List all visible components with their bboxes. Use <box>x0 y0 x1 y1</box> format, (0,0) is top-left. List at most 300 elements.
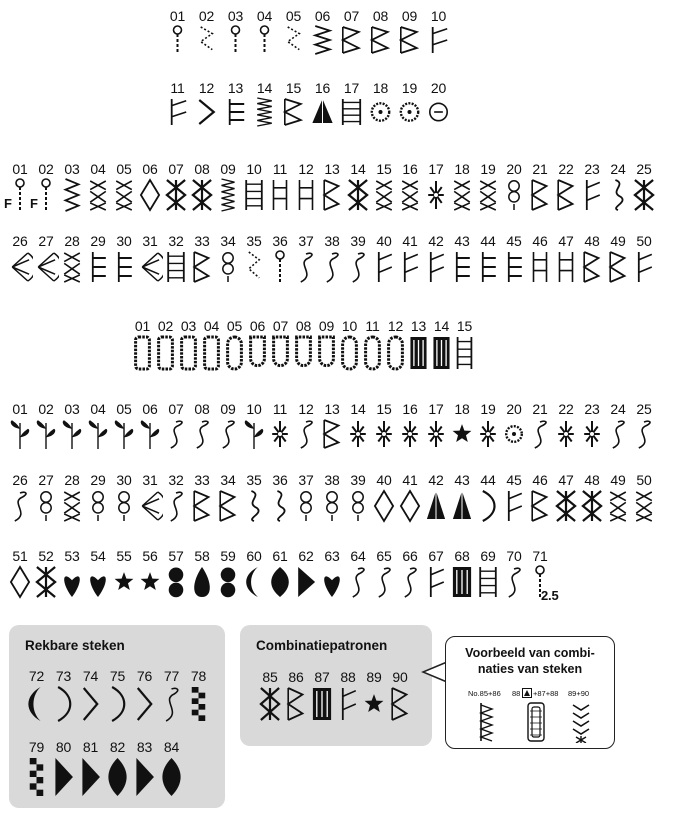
stitch-number: 37 <box>298 472 314 488</box>
stitch-number: 01 <box>169 8 186 24</box>
stitch-pattern-icon <box>366 96 395 128</box>
stitch-pattern-icon <box>111 564 137 600</box>
stitch-pattern-icon <box>279 96 308 128</box>
stitch-pattern-icon <box>163 417 189 451</box>
stitch-pattern-icon <box>424 96 453 128</box>
stitch-number: 32 <box>168 233 184 249</box>
stitch-cell <box>33 233 59 285</box>
stitch-pattern-icon <box>395 24 424 56</box>
stitch-number: 22 <box>558 401 574 417</box>
callout-title-line-2: naties van steken <box>477 662 583 676</box>
stitch-number: 76 <box>136 668 153 684</box>
stitch-cell <box>163 8 192 56</box>
stitch-cell <box>424 8 453 56</box>
buttonhole-mini-icon <box>522 688 532 698</box>
stitch-number: 02 <box>198 8 215 24</box>
stitch-pattern-icon <box>137 177 163 213</box>
stitch-pattern-icon <box>371 249 397 285</box>
stitch-cell <box>579 233 605 285</box>
stitch-pattern-icon <box>131 334 154 372</box>
stitch-cell <box>163 401 189 451</box>
stitch-cell <box>371 233 397 285</box>
stitch-pattern-icon <box>104 684 131 724</box>
stitch-number: 35 <box>246 472 262 488</box>
stitch-pattern-icon <box>423 249 449 285</box>
stitch-pattern-icon <box>163 96 192 128</box>
stitch-pattern-icon <box>293 488 319 524</box>
stitch-cell <box>423 548 449 600</box>
stitch-pattern-icon <box>475 177 501 213</box>
stitch-pattern-icon <box>430 334 453 372</box>
stitch-cell <box>631 401 657 451</box>
stitch-pattern-icon <box>111 177 137 213</box>
stitch-number: 50 <box>636 233 652 249</box>
stitch-number: 81 <box>82 739 99 755</box>
stitch-cell <box>158 739 185 799</box>
stitch-cell <box>605 233 631 285</box>
stitch-cell <box>605 472 631 524</box>
stitch-cell <box>241 548 267 600</box>
stitch-number: 27 <box>38 472 54 488</box>
stitch-number: 25 <box>636 161 652 177</box>
stitch-cell <box>579 161 605 213</box>
stitch-row-utility-1 <box>163 8 453 56</box>
stitch-cell <box>283 669 309 723</box>
stitch-number: 29 <box>90 472 106 488</box>
stitch-cell <box>85 548 111 600</box>
stitch-pattern-icon <box>319 417 345 451</box>
stitch-pattern-icon <box>7 417 33 451</box>
stitch-cell <box>163 80 192 128</box>
stitch-pattern-icon <box>631 488 657 524</box>
stitch-number: 27 <box>38 233 54 249</box>
stitch-pattern-icon <box>85 564 111 600</box>
stitch-pattern-icon <box>158 755 185 799</box>
stitch-cell <box>527 401 553 451</box>
stitch-number: 86 <box>288 669 304 685</box>
stitch-pattern-icon <box>449 249 475 285</box>
stitch-cell <box>7 472 33 524</box>
stitch-cell <box>501 548 527 600</box>
stitch-number: 44 <box>480 472 496 488</box>
stitch-number: 24 <box>610 161 626 177</box>
stitch-pattern-icon <box>475 488 501 524</box>
stitch-pattern-icon <box>579 417 605 451</box>
stitch-pattern-icon <box>7 249 33 285</box>
stitch-pattern-icon <box>309 685 335 723</box>
stitch-cell <box>449 233 475 285</box>
stitch-cell <box>50 739 77 799</box>
stitch-cell <box>189 161 215 213</box>
stitch-pattern-icon <box>241 177 267 213</box>
stitch-number: 09 <box>220 401 236 417</box>
stitch-pattern-icon <box>163 564 189 600</box>
stitch-pattern-icon <box>527 249 553 285</box>
stitch-number: 02 <box>38 401 54 417</box>
stitch-pattern-icon <box>631 417 657 451</box>
stitch-pattern-icon <box>423 488 449 524</box>
stitch-pattern-icon <box>553 417 579 451</box>
stitch-number: 07 <box>343 8 360 24</box>
stitch-pattern-icon <box>7 564 33 600</box>
stitch-cell <box>77 668 104 724</box>
stitch-cell <box>215 472 241 524</box>
stitch-cell <box>189 548 215 600</box>
stitch-cell <box>345 548 371 600</box>
stitch-number: 43 <box>454 472 470 488</box>
stitch-pattern-icon <box>371 177 397 213</box>
stitch-pattern-icon <box>104 755 131 799</box>
stitch-cell <box>104 739 131 799</box>
stitch-cell <box>200 318 223 372</box>
stitch-pattern-icon <box>337 96 366 128</box>
stitch-number: 28 <box>64 233 80 249</box>
stitch-number: 28 <box>64 472 80 488</box>
stitch-cell <box>33 472 59 524</box>
stitch-pattern-icon <box>366 24 395 56</box>
stitch-cell <box>267 401 293 451</box>
stitch-number: 01 <box>134 318 151 334</box>
stitch-pattern-icon <box>501 417 527 451</box>
stitch-number: 34 <box>220 233 236 249</box>
stitch-pattern-icon <box>59 488 85 524</box>
stitch-cell <box>23 739 50 799</box>
stitch-number: 12 <box>298 161 314 177</box>
stitch-cell <box>293 472 319 524</box>
stitch-cell <box>7 401 33 451</box>
stitch-pattern-icon <box>189 249 215 285</box>
stitch-cell <box>267 161 293 213</box>
stitch-pattern-icon <box>579 249 605 285</box>
stitch-number: 37 <box>298 233 314 249</box>
stitch-cell <box>387 669 413 723</box>
stitch-cell <box>423 161 449 213</box>
stitch-number: 03 <box>64 161 80 177</box>
stitch-pattern-icon <box>192 96 221 128</box>
stitch-pattern-icon <box>189 417 215 451</box>
stitch-cell <box>246 318 269 372</box>
stitch-number: 09 <box>401 8 418 24</box>
stitch-pattern-icon <box>192 24 221 56</box>
stitch-pattern-icon <box>605 249 631 285</box>
stitch-pattern-icon <box>59 564 85 600</box>
stitch-number: 83 <box>136 739 153 755</box>
stitch-pattern-icon <box>267 417 293 451</box>
stitch-number: 03 <box>180 318 197 334</box>
stitch-pattern-icon <box>319 249 345 285</box>
stitch-cell <box>137 161 163 213</box>
stitch-pattern-icon <box>371 417 397 451</box>
stitch-number: 49 <box>610 472 626 488</box>
stitch-cell <box>292 318 315 372</box>
stitch-number: 15 <box>456 318 473 334</box>
stitch-cell <box>395 8 424 56</box>
stitch-cell <box>605 401 631 451</box>
stitch-number: 03 <box>64 401 80 417</box>
stitch-number: 31 <box>142 233 158 249</box>
stitch-row-ornamental-1 <box>7 401 657 451</box>
stitch-pattern-icon <box>293 564 319 600</box>
stitch-pattern-icon <box>449 417 475 451</box>
stitch-number: 79 <box>28 739 45 755</box>
stitch-number: 01 <box>12 401 28 417</box>
stitch-number: 84 <box>163 739 180 755</box>
stitch-pattern-icon <box>387 685 413 723</box>
stitch-number: 39 <box>350 472 366 488</box>
stitch-cell <box>345 472 371 524</box>
stitch-cell <box>33 548 59 600</box>
stitch-cell <box>315 318 338 372</box>
stitch-number: 06 <box>142 401 158 417</box>
stitch-pattern-icon <box>137 249 163 285</box>
stitch-cell <box>319 401 345 451</box>
stitch-cell <box>267 472 293 524</box>
stitch-cell <box>163 472 189 524</box>
stretch-stitch-panel <box>9 625 225 808</box>
stitch-number: 80 <box>55 739 72 755</box>
stitch-pattern-icon <box>189 564 215 600</box>
stitch-pattern-icon <box>223 334 246 372</box>
stitch-pattern-icon <box>397 177 423 213</box>
stitch-pattern-icon <box>631 249 657 285</box>
stitch-cell <box>250 80 279 128</box>
stitch-number: 85 <box>262 669 278 685</box>
stitch-cell <box>111 161 137 213</box>
stitch-number: 72 <box>28 668 45 684</box>
stitch-cell <box>185 668 212 724</box>
stitch-number: 10 <box>246 161 262 177</box>
stitch-cell <box>293 161 319 213</box>
stitch-number: 75 <box>109 668 126 684</box>
stitch-cell <box>293 233 319 285</box>
stitch-number: 40 <box>376 472 392 488</box>
stitch-pattern-icon <box>579 177 605 213</box>
stitch-pattern-icon <box>361 685 387 723</box>
stitch-number: 50 <box>636 472 652 488</box>
stitch-pattern-icon <box>319 564 345 600</box>
stitch-cell <box>189 233 215 285</box>
stitch-pattern-icon <box>395 96 424 128</box>
stitch-pattern-icon <box>337 24 366 56</box>
stitch-cell <box>423 472 449 524</box>
stitch-pattern-icon <box>449 564 475 600</box>
stitch-pattern-icon <box>33 249 59 285</box>
stitch-number: 18 <box>454 401 470 417</box>
stitch-number: 88 <box>340 669 356 685</box>
stitch-cell <box>308 8 337 56</box>
stitch-pattern-icon <box>397 488 423 524</box>
stitch-number: 32 <box>168 472 184 488</box>
stitch-number: 05 <box>226 318 243 334</box>
stitch-number: 12 <box>198 80 215 96</box>
stitch-pattern-icon <box>553 249 579 285</box>
stitch-pattern-icon <box>384 334 407 372</box>
stitch-number: 78 <box>190 668 207 684</box>
stitch-cell <box>111 401 137 451</box>
stitch-number: 23 <box>584 401 600 417</box>
stitch-number: 36 <box>272 472 288 488</box>
stitch-number: 42 <box>428 233 444 249</box>
stitch-cell <box>430 318 453 372</box>
stitch-pattern-icon <box>501 249 527 285</box>
stitch-number: 67 <box>428 548 444 564</box>
stitch-pattern-icon <box>23 755 50 799</box>
stitch-side-label-f2: F <box>30 196 38 211</box>
stitch-pattern-icon <box>308 24 337 56</box>
stitch-cell <box>397 161 423 213</box>
stitch-pattern-icon <box>189 488 215 524</box>
stitch-cell <box>221 8 250 56</box>
stitch-number: 36 <box>272 233 288 249</box>
stitch-pattern-icon <box>475 564 501 600</box>
stitch-row-utility-2 <box>163 80 453 128</box>
stitch-pattern-icon <box>131 755 158 799</box>
stitch-pattern-icon <box>605 177 631 213</box>
stitch-cell <box>85 233 111 285</box>
stitch-cell <box>7 233 33 285</box>
example-label-a: No.85+86 <box>468 689 501 698</box>
stitch-cell <box>501 233 527 285</box>
stitch-pattern-icon <box>423 177 449 213</box>
stitch-pattern-icon <box>154 334 177 372</box>
stitch-pattern-icon <box>185 684 212 724</box>
stitch-pattern-icon <box>77 755 104 799</box>
stitch-cell <box>59 472 85 524</box>
combination-example-callout <box>445 636 615 749</box>
stitch-number: 31 <box>142 472 158 488</box>
stitch-pattern-icon <box>163 24 192 56</box>
stitch-pattern-icon <box>527 488 553 524</box>
stitch-cell <box>475 472 501 524</box>
stitch-cell <box>241 161 267 213</box>
stitch-number: 73 <box>55 668 72 684</box>
stitch-cell <box>279 80 308 128</box>
stitch-number: 66 <box>402 548 418 564</box>
stitch-number: 49 <box>610 233 626 249</box>
stitch-cell <box>397 548 423 600</box>
stitch-cell <box>137 548 163 600</box>
stitch-cell <box>137 233 163 285</box>
stitch-pattern-icon <box>553 177 579 213</box>
stitch-cell <box>449 472 475 524</box>
stitch-number: 60 <box>246 548 262 564</box>
stitch-number: 47 <box>558 472 574 488</box>
stitch-number: 08 <box>194 401 210 417</box>
stitch-number: 65 <box>376 548 392 564</box>
stitch-number: 74 <box>82 668 99 684</box>
stitch-number: 44 <box>480 233 496 249</box>
stitch-cell <box>631 161 657 213</box>
example-label-b-prefix: 88 <box>512 689 521 698</box>
stitch-number: 61 <box>272 548 288 564</box>
stitch-number: 02 <box>38 161 54 177</box>
example-label-b-suffix: +87+88 <box>533 689 559 698</box>
stitch-pattern-icon <box>553 488 579 524</box>
stitch-pattern-icon <box>501 177 527 213</box>
stitch-pattern-icon <box>85 177 111 213</box>
stitch-number: 45 <box>506 233 522 249</box>
stitch-row-buttonholes <box>131 318 476 372</box>
stitch-number: 35 <box>246 233 262 249</box>
stitch-number: 46 <box>532 472 548 488</box>
stitch-number: 15 <box>285 80 302 96</box>
stitch-number: 06 <box>314 8 331 24</box>
stitch-number: 13 <box>324 161 340 177</box>
stitch-pattern-icon <box>449 488 475 524</box>
stitch-cell <box>85 161 111 213</box>
stitch-number: 59 <box>220 548 236 564</box>
stitch-cell <box>338 318 361 372</box>
stitch-number: 20 <box>506 401 522 417</box>
stitch-cell <box>337 8 366 56</box>
stitch-pattern-icon <box>293 249 319 285</box>
stitch-number: 26 <box>12 472 28 488</box>
stitch-number: 89 <box>366 669 382 685</box>
stitch-cell <box>137 401 163 451</box>
stitch-cell <box>361 318 384 372</box>
stitch-number: 47 <box>558 233 574 249</box>
combination-panel <box>240 625 432 746</box>
stitch-number: 08 <box>194 161 210 177</box>
stitch-cell <box>279 8 308 56</box>
stitch-pattern-icon <box>85 417 111 451</box>
stitch-pattern-icon <box>579 488 605 524</box>
stitch-cell <box>631 472 657 524</box>
stitch-pattern-icon <box>250 24 279 56</box>
stitch-number: 04 <box>256 8 273 24</box>
stitch-number: 04 <box>203 318 220 334</box>
stitch-number: 19 <box>401 80 418 96</box>
stitch-cell <box>501 161 527 213</box>
stitch-number: 14 <box>350 401 366 417</box>
stitch-cell <box>111 233 137 285</box>
example-stitch-b <box>526 701 546 743</box>
stitch-pattern-icon <box>397 249 423 285</box>
callout-title <box>446 645 614 677</box>
stitch-cell <box>423 401 449 451</box>
stitch-cell <box>293 401 319 451</box>
stitch-pattern-icon <box>85 249 111 285</box>
stitch-cell <box>319 548 345 600</box>
stitch-number: 26 <box>12 233 28 249</box>
stitch-cell <box>158 668 185 724</box>
stitch-cell <box>267 233 293 285</box>
stitch-number: 20 <box>506 161 522 177</box>
stitch-number: 55 <box>116 548 132 564</box>
stitch-pattern-icon <box>50 755 77 799</box>
stitch-cell <box>163 233 189 285</box>
stitch-pattern-icon <box>345 564 371 600</box>
stitch-number: 14 <box>350 161 366 177</box>
stitch-number: 68 <box>454 548 470 564</box>
stitch-cell <box>215 233 241 285</box>
stitch-cell <box>395 80 424 128</box>
stitch-number: 58 <box>194 548 210 564</box>
stitch-pattern-icon <box>59 249 85 285</box>
stitch-pattern-icon <box>33 564 59 600</box>
stitch-number: 02 <box>157 318 174 334</box>
stitch-pattern-icon <box>279 24 308 56</box>
stitch-cell <box>366 8 395 56</box>
stitch-cell <box>475 548 501 600</box>
stitch-cell <box>50 668 77 724</box>
stitch-cell <box>33 401 59 451</box>
stitch-cell <box>345 401 371 451</box>
stitch-cell <box>111 548 137 600</box>
stitch-pattern-icon <box>527 177 553 213</box>
stitch-cell <box>308 80 337 128</box>
stitch-pattern-icon <box>371 488 397 524</box>
